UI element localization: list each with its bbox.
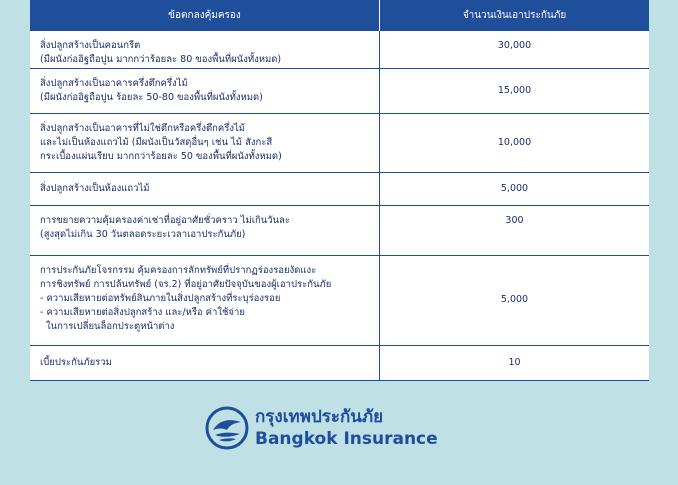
coverage-line: การชิงทรัพย์ การปล้นทรัพย์ (จร.2) ที่อยู่อาศัยปัจจุบันของผู้เอาประกันภัย	[40, 278, 332, 290]
coverage-line: และไม่เป็นห้องแถวไม้ (มีผนังเป็นวัสดุอื่นๆ เช่น ไม้ สังกะสี	[40, 136, 273, 148]
coverage-cell	[30, 68, 380, 113]
table-row	[30, 31, 649, 68]
brand-name-english: Bangkok Insurance	[255, 429, 438, 449]
amount-cell: 5,000	[380, 255, 650, 345]
coverage-cell	[30, 205, 380, 255]
coverage-cell	[30, 31, 380, 68]
coverage-line: สิ่งปลูกสร้างเป็นอาคารครึ่งตึกครึ่งไม้	[40, 77, 188, 89]
amount-cell: 300	[380, 205, 650, 255]
bird-emblem-icon	[205, 406, 249, 450]
coverage-table-container	[30, 0, 649, 381]
table-row	[30, 255, 649, 345]
coverage-cell	[30, 345, 380, 380]
coverage-line: สิ่งปลูกสร้างเป็นคอนกรีต	[40, 40, 141, 51]
amount-cell: 10	[380, 345, 650, 380]
bangkok-insurance-logo	[205, 403, 445, 455]
coverage-line: (สูงสุดไม่เกิน 30 วันตลอดระยะเวลาเอาประกันภัย)	[40, 228, 246, 240]
coverage-line: (มีผนังก่ออิฐถือปูน ร้อยละ 50-80 ของพื้นที่ผนังทั้งหมด)	[40, 91, 263, 103]
coverage-line: - ความเสียหายต่อสิ่งปลูกสร้าง และ/หรือ ค่าใช้จ่าย	[40, 306, 245, 318]
amount-column-header: จำนวนเงินเอาประกันภัย	[380, 0, 650, 31]
coverage-table	[30, 0, 649, 381]
amount-cell: 30,000	[380, 31, 650, 68]
table-row	[30, 113, 649, 172]
amount-cell: 10,000	[380, 113, 650, 172]
coverage-column-header: ข้อตกลงคุ้มครอง	[30, 0, 380, 31]
amount-cell: 5,000	[380, 172, 650, 205]
coverage-line: สิ่งปลูกสร้างเป็นห้องแถวไม้	[40, 182, 150, 194]
coverage-cell	[30, 113, 380, 172]
table-row	[30, 205, 649, 255]
table-row	[30, 68, 649, 113]
table-header-row	[30, 0, 649, 31]
coverage-line: ในการเปลี่ยนล็อกประตูหน้าต่าง	[40, 320, 175, 332]
coverage-line: - ความเสียหายต่อทรัพย์สินภายในสิ่งปลูกสร้างที่ระบุร่องรอย	[40, 292, 281, 304]
table-row	[30, 172, 649, 205]
coverage-line: เบี้ยประกันภัยรวม	[40, 356, 112, 368]
coverage-cell	[30, 255, 380, 345]
coverage-line: สิ่งปลูกสร้างเป็นอาคารที่ไม่ใช่ตึกหรือครึ่งตึกครึ่งไม้	[40, 122, 246, 134]
coverage-line: (มีผนังก่ออิฐถือปูน มากกว่าร้อยละ 80 ของพื้นที่ผนังทั้งหมด)	[40, 54, 282, 65]
brand-name-thai: กรุงเทพประกันภัย	[255, 407, 384, 427]
amount-cell: 15,000	[380, 68, 650, 113]
coverage-line: การประกันภัยโจรกรรม คุ้มครองการลักทรัพย์ที่ปรากฏร่องรอยงัดแงะ	[40, 264, 317, 276]
table-row	[30, 345, 649, 380]
coverage-line: กระเบื้องแผ่นเรียบ มากกว่าร้อยละ 50 ของพื้นที่ผนังทั้งหมด)	[40, 150, 282, 162]
coverage-line: การขยายความคุ้มครองค่าเช่าที่อยู่อาศัยชั่วคราว ไม่เกินวันละ	[40, 214, 290, 226]
coverage-cell	[30, 172, 380, 205]
